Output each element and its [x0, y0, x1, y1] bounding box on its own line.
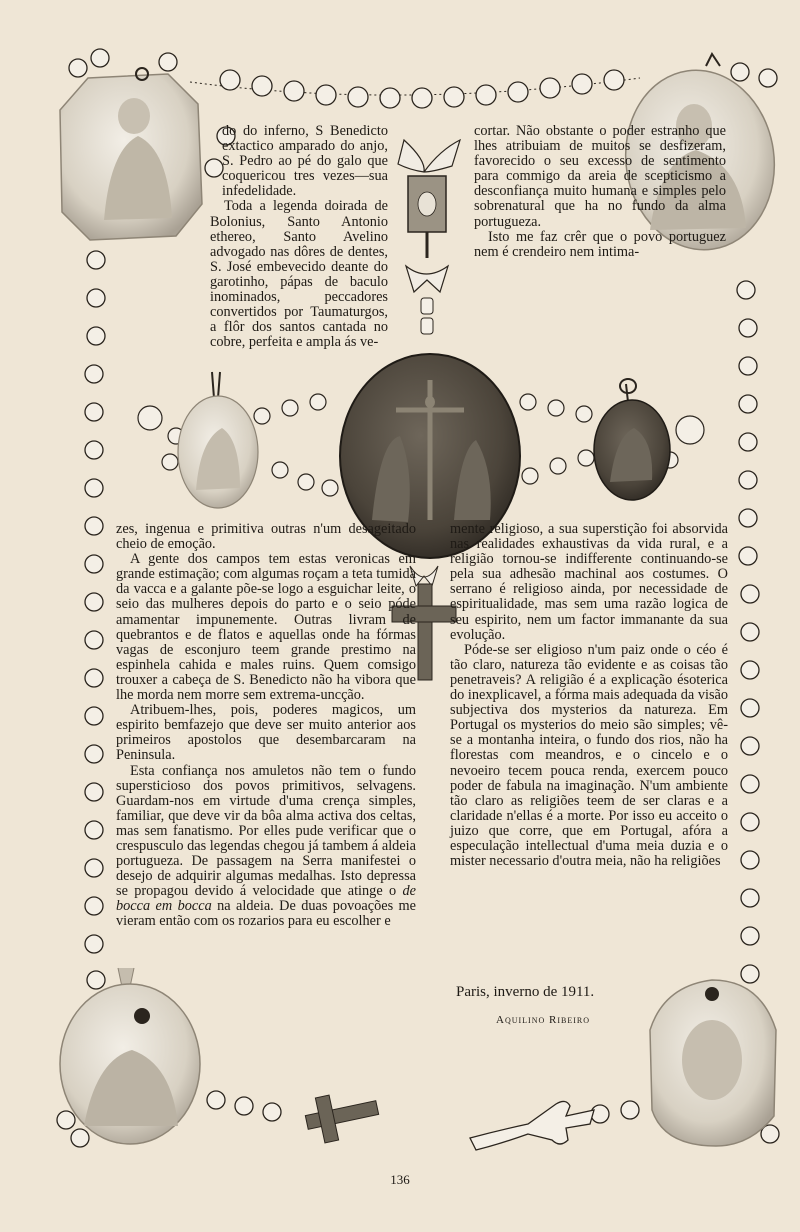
text-run: na aldeia. De duas povoações me vieram então com os rozarios para eu escolher e	[116, 898, 416, 930]
paragraph: Toda a legenda doirada de Bolonius, Santo Antonio ethereo, Santo Avelino advogado nas dôres de dentes, S. José embevecido deante do garotinho, pápas de baculo inominados, peccadores convertidos por Taumaturgos, a flôr dos santos cantada no cobre, perfeita e ampla ás ve-	[210, 198, 388, 351]
medal-saint-small-left	[178, 372, 258, 508]
place-date: Paris, inverno de 1911.	[456, 984, 595, 1000]
italic-phrase: de bocca em bocca	[116, 883, 417, 915]
medal-bottom-left	[60, 968, 200, 1144]
text-run: Esta confiança nos amuletos não tem o fundo supersticioso dos povos primitivos, selvagens. Guardam-nos em virtude d'uma crença simples, familiar, que deve vir da bôa alma activa dos celtas, mas sem fanatismo. Por elles pude verificar que o crespusculo das legendas chegou já tambem á aldeia portugueza. De passagem na Serra manifestei o desejo de adquirir algumas medalhas. Isto depressa se propagou devido á velocidade que atinge o	[116, 762, 416, 900]
rosary-chain-right	[737, 281, 759, 983]
medal-bottom-right	[650, 980, 776, 1146]
cross-ornate-bottom	[470, 1101, 594, 1150]
paragraph: Atribuem-lhes, pois, poderes magicos, um espirito bemfazejo que deve ser muito anterior aos primeiros apostolos que desembarcaram na Peninsula.	[116, 702, 416, 764]
paragraph: A gente dos campos tem estas veronicas em grande estimação; com algumas roçam a teta tumida da vacca e a galante põe-se logo a esguichar leite, o seio das mulheres depois do parto e o seio póde amamentar impunemente. Outras livram de quebrantos e de flatos e aquellas onde ha fórmas vagas de esconjuro teem grande prestimo na espinhela cahida e males ruins. Quem comsigo trouxer a cabeça de S. Benedicto não ha vibora que lhe morda nem morre sem extrema-uncção.	[116, 551, 416, 704]
paragraph: Póde-se ser eligioso n'um paiz onde o céo é tão claro, natureza tão evidente e as coisas tão penetraveis? A religião é a explicação ésoterica do inexplicavel, a fórma mais adequada da visão subjectiva dos mysterios da natureza. Em Portugal os mysterios do meio são simples; vê-se a montanha inteira, o fundo dos rios, não ha florestas com meandros, e o cincelo e o nevoeiro tecem pouca renda, exercem pouco poder de fabula na imaginação. N'um ambiente tão claro as religiões teem de ser claras e a claridade n'ellas é a morte. Por isso eu acceito o juizo que corre, que em Portugal, afóra a especulação intellectual d'uma meia duzia e o mister necessario d'outra meia, não ha religiões	[450, 641, 728, 870]
paragraph: cortar. Não obstante o poder estranho que lhes atribuiam de muitos se desfizeram, favorecido o seu excesso de sentimento para commigo da areia de scepticismo a desconfiança muito humana e simples pelo sobrenatural que ha no fundo da alma portugueza.	[474, 123, 726, 230]
column-bottom-right	[450, 522, 728, 869]
column-top-left	[210, 124, 388, 350]
paragraph: zes, ingenua e primitiva outras n'um desageitado cheio de emoção.	[116, 521, 416, 553]
paragraph: Isto me faz crêr que o povo portuguez nem é crendeiro nem intima-	[474, 228, 726, 260]
author-signature: Aquilino Ribeiro	[496, 1014, 591, 1026]
column-top-right	[474, 124, 726, 260]
paragraph: mente religioso, a sua superstição foi absorvida nas realidades exhaustivas da vida rural, e a religião tornou-se indifferente continuando-se pela sua adhesão machinal aos costumes. O serrano é religioso ainda, por necessidade de espiritualidade, mas sem uma razão logica de seu espirito, nem um factor immanante da sua evolução.	[450, 521, 728, 643]
page-number: 136	[390, 1172, 410, 1187]
column-bottom-left	[116, 522, 416, 930]
cross-bottom-left	[305, 1095, 378, 1143]
paragraph	[116, 764, 416, 930]
ribbon-plaque	[398, 140, 460, 334]
medal-saint-benedict	[60, 68, 202, 240]
medal-dark-right	[594, 379, 670, 500]
paragraph: do do inferno, S Benedicto extactico amparado do anjo, S. Pedro ao pé do galo que coquericou tres vezes—sua infedelidade.	[222, 123, 388, 200]
